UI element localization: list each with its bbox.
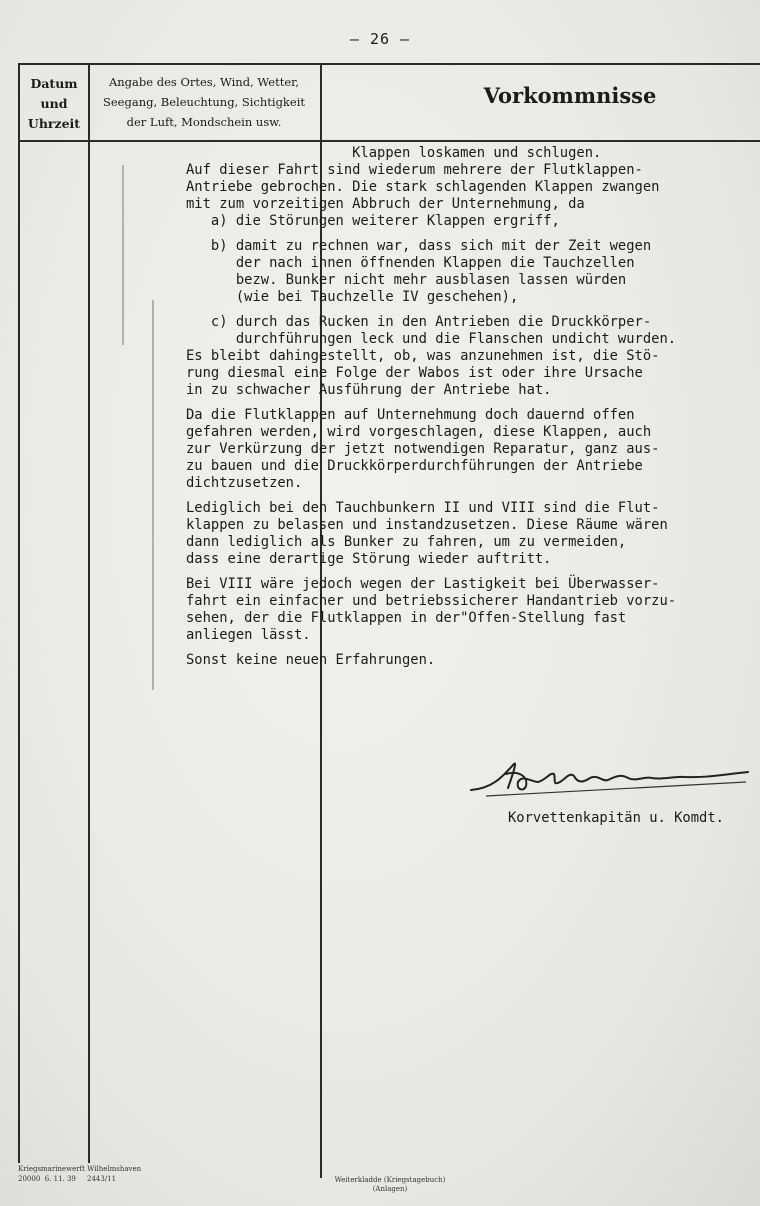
column-divider-1	[88, 63, 90, 1163]
table-header-rule	[18, 140, 760, 142]
table-top-rule	[18, 63, 760, 65]
pencil-mark	[152, 300, 154, 690]
body-line: Klappen loskamen und schlugen.	[186, 145, 602, 161]
pencil-mark	[122, 165, 124, 345]
handwritten-signature	[466, 752, 756, 802]
body-line	[186, 644, 760, 652]
header-location-weather-text: Angabe des Ortes, Wind, Wetter, Seegang, Beleuchtung, Sichtigkeit der Luft, Mondschein usw.	[102, 75, 306, 129]
body-line: zu bauen und die Druckkörperdurchführungen der Antriebe	[186, 458, 643, 474]
table-left-border	[18, 63, 20, 1163]
body-line	[186, 568, 760, 576]
body-line: sehen, der die Flutklappen in der"Offen-Stellung fast	[186, 610, 627, 626]
header-date-time-text: Datum und Uhrzeit	[27, 76, 81, 131]
footer-form-title-text: Weiterkladde (Kriegstagebuch) (Anlagen)	[334, 1176, 446, 1193]
footer-printer-imprint: Kriegsmarinewerft Wilhelmshaven 20000 6. 11. 39 2443/11	[18, 1165, 142, 1183]
body-line: b) damit zu rechnen war, dass sich mit der Zeit wegen	[186, 238, 652, 254]
header-date-time	[22, 74, 86, 134]
body-line: klappen zu belassen und instandzusetzen. Diese Räume wären	[186, 517, 668, 533]
body-line: anliegen lässt.	[186, 627, 311, 643]
body-line: rung diesmal eine Folge der Wabos ist oder ihre Ursache	[186, 365, 643, 381]
body-line	[186, 230, 760, 238]
body-line: Lediglich bei den Tauchbunkern II und VIII sind die Flut-	[186, 500, 660, 516]
body-line: Bei VIII wäre jedoch wegen der Lastigkeit bei Überwasser-	[186, 576, 660, 592]
body-line: dann lediglich als Bunker zu fahren, um zu vermeiden,	[186, 534, 627, 550]
body-line: durchführungen leck und die Flanschen undicht wurden.	[186, 331, 677, 347]
body-line: fahrt ein einfacher und betriebssicherer Handantrieb vorzu-	[186, 593, 677, 609]
body-line	[186, 306, 760, 314]
body-line: bezw. Bunker nicht mehr ausblasen lassen würden	[186, 272, 627, 288]
body-line: Sonst keine neuen Erfahrungen.	[186, 652, 436, 668]
body-line: zur Verkürzung der jetzt notwendigen Reparatur, ganz aus-	[186, 441, 660, 457]
header-events: Vorkommnisse	[483, 83, 657, 108]
body-line: Antriebe gebrochen. Die stark schlagenden Klappen zwangen	[186, 179, 660, 195]
body-line: in zu schwacher Ausführung der Antriebe hat.	[186, 382, 552, 398]
page-number: — 26 —	[349, 30, 411, 48]
body-line	[186, 492, 760, 500]
body-line: mit zum vorzeitigen Abbruch der Unternehmung, da	[186, 196, 585, 212]
body-line: dass eine derartige Störung wieder auftritt.	[186, 551, 552, 567]
body-line: dichtzusetzen.	[186, 475, 303, 491]
body-line: c) durch das Rucken in den Antrieben die Druckkörper-	[186, 314, 652, 330]
body-line: (wie bei Tauchzelle IV geschehen),	[186, 289, 519, 305]
body-line: Da die Flutklappen auf Unternehmung doch dauernd offen	[186, 407, 635, 423]
body-line	[186, 399, 760, 407]
body-line: a) die Störungen weiterer Klappen ergriff,	[186, 213, 560, 229]
body-line: der nach innen öffnenden Klappen die Tauchzellen	[186, 255, 635, 271]
report-body	[186, 145, 760, 669]
body-line: gefahren werden, wird vorgeschlagen, diese Klappen, auch	[186, 424, 652, 440]
footer-form-title	[300, 1176, 480, 1194]
body-line: Auf dieser Fahrt sind wiederum mehrere der Flutklappen-	[186, 162, 643, 178]
header-location-weather	[92, 72, 316, 132]
signature-rank: Korvettenkapitän u. Komdt.	[508, 810, 724, 826]
body-line: Es bleibt dahingestellt, ob, was anzunehmen ist, die Stö-	[186, 348, 660, 364]
